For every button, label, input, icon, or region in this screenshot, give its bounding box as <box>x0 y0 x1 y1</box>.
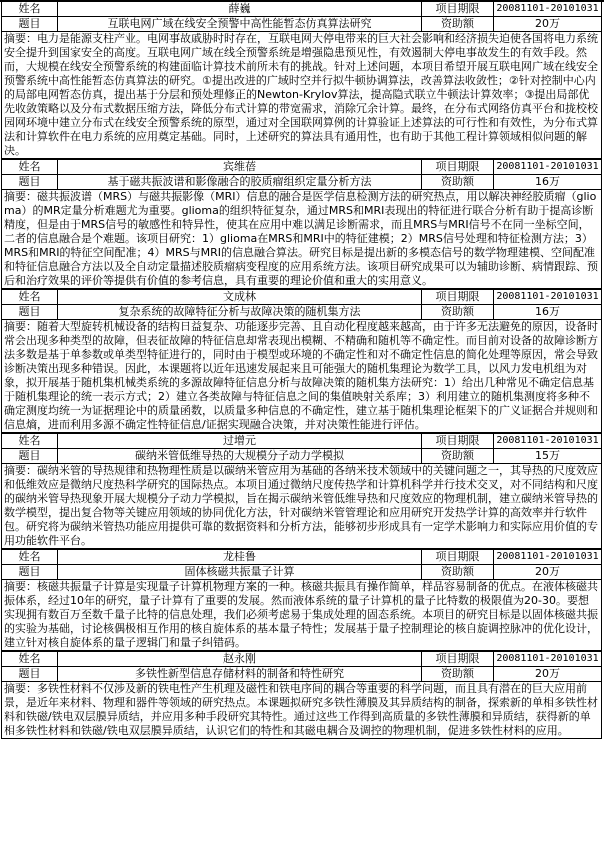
topic-row <box>2 565 602 580</box>
topic-row <box>2 667 602 682</box>
period-label: 项目期限 <box>422 160 494 175</box>
abstract-text: 磁共振波谱（MRS）与磁共振影像（MRI）信息的融合是医学信息检测方法的研究热点，用以解决神经胶质瘤（glioma）的MR定量分析难题尤为重要。glioma的组织特征复杂，通过MRS和MRI表现出的特征进行联合分析有助于提高诊断精度，但是由于MRS信号的敏感性和特异性，使其在应用中难以满足诊断需求，而且MRS与MRI信号不在同一坐标空间，二者的信息融合是个难题。该项目研究：1）glioma在MRS和MRI中的特征建模；2）MRS信号处理和特征检测方法；3）MRS和MRI的特征空间配准；4）MRS与MRI的信息融合算法。研究目标是提出新的多模态信号的数学物理建模、空间配准和特征信息融合方法以及全自动定量描述胶质瘤病变程度的应用系统方法。该项目研究成果可以为辅助诊断、病情跟踪、预后和治疗效果的评价等提供有价值的参考信息，具有重要的理论价值和重大的实用意义。 <box>4 190 598 287</box>
abstract-cell <box>2 682 602 739</box>
funding-label: 资助额 <box>422 449 494 464</box>
researcher-name: 宾维蓓 <box>58 160 422 175</box>
project-title: 固体核磁共振量子计算 <box>58 565 422 580</box>
researcher-name: 赵永刚 <box>58 652 422 667</box>
abstract-label: 摘要： <box>4 580 37 593</box>
name-label: 姓名 <box>2 550 58 565</box>
abstract-label: 摘要： <box>4 682 37 695</box>
researcher-name: 文成林 <box>58 290 422 305</box>
abstract-label: 摘要： <box>4 32 37 45</box>
topic-label: 题目 <box>2 449 58 464</box>
abstract-text: 多铁性材料不仅涉及新的铁电性产生机理及磁性和铁电序间的耦合等重要的科学问题，而且具有潜在的巨大应用前景，是近年来材料、物理和器件等领域的研究热点。本课题拟研究多铁性薄膜及其异质结构的制备，探索新的单相多铁性材料和铁磁/铁电双层膜异质结，并应用多种手段研究其特性。通过这些工作得到高质量的多铁性薄膜和异质结，获得新的单相多铁性材料和铁磁/铁电双层膜异质结，认识它们的特性和其磁电耦合及调控的物理机制，促进多铁性材料的应用。 <box>4 682 598 737</box>
researcher-name: 过增元 <box>58 434 422 449</box>
period-label: 项目期限 <box>422 652 494 667</box>
project-title: 基于磁共振波谱和影像融合的胶质瘤组织定量分析方法 <box>58 175 422 190</box>
project-funding: 20万 <box>494 667 602 682</box>
project-funding: 15万 <box>494 449 602 464</box>
abstract-cell <box>2 580 602 651</box>
abstract-row <box>2 320 602 433</box>
abstract-cell <box>2 464 602 549</box>
name-row <box>2 2 602 17</box>
name-row <box>2 550 602 565</box>
name-label: 姓名 <box>2 160 58 175</box>
project-funding: 16万 <box>494 175 602 190</box>
name-row <box>2 290 602 305</box>
period-label: 项目期限 <box>422 290 494 305</box>
topic-label: 题目 <box>2 667 58 682</box>
funding-label: 资助额 <box>422 305 494 320</box>
abstract-text: 核磁共振量子计算是实现量子计算机物理方案的一种。核磁共振具有操作简单，样品容易制备的优点。在液体核磁共振体系，经过10年的研究，量子计算有了重要的发展。然而液体系统的量子计算机的量子比特数的极限值为20-30。要想实现拥有数百万至数千量子比特的信息处理，我们必须考虑易于集成处理的固态系统。本项目的研究目标是以固体核磁共振的实验为基础，讨论核偶极相互作用的核自旋体系的基本量子特性；发展基于量子控制理论的核自旋调控脉冲的优化设计，建立针对核自旋体系的量子逻辑门和量子纠错码。 <box>4 580 598 649</box>
project-table <box>1 289 602 433</box>
topic-label: 题目 <box>2 305 58 320</box>
funding-label: 资助额 <box>422 17 494 32</box>
topic-row <box>2 175 602 190</box>
name-row <box>2 652 602 667</box>
name-row <box>2 434 602 449</box>
project-sheet <box>1 1 602 739</box>
topic-row <box>2 17 602 32</box>
project-table <box>1 159 602 289</box>
name-row <box>2 160 602 175</box>
abstract-label: 摘要： <box>4 190 37 203</box>
abstract-text: 随着大型旋转机械设备的结构日益复杂、功能逐步完善、且自动化程度越来越高，由于许多无法避免的原因，设备时常会出现多种类型的故障，但表征故障的特征信息却常表现出模糊、不精确和随机等不确定性。而目前对设备的故障诊断方法多数是基于单参数或单类型特征进行的，同时由于模型或环境的不确定性和对不确定性信息的简化处理等原因，常会导致诊断决策出现多种错误。因此，本课题将以近年迅速发展起来且可能强大的随机集理论为数学工具，以风力发电机组为对象，拟开展基于随机集机械类系统的多源故障特征信息分析与故障决策的随机集方法研究：1）给出几种常见不确定信息基于随机集理论的统一表示方式；2）建立各类故障与特征信息之间的集值映射关系库；3）利用建立的随机集测度将多种不确定测度均统一为证据理论中的质量函数，以质量多种信息的不确定性，建立基于随机集理论框架下的广义证据合并规则和信息熵，进而利用多源不确定性特征信息/证据实现融合决策，并对决策性能进行评估。 <box>4 320 598 431</box>
project-funding: 20万 <box>494 17 602 32</box>
funding-label: 资助额 <box>422 175 494 190</box>
project-period: 20081101-20101031 <box>494 2 602 17</box>
project-period: 20081101-20101031 <box>494 434 602 449</box>
project-period: 20081101-20101031 <box>494 290 602 305</box>
project-title: 碳纳米管低维导热的大规模分子动力学模拟 <box>58 449 422 464</box>
researcher-name: 龙桂鲁 <box>58 550 422 565</box>
project-table <box>1 651 602 739</box>
abstract-cell <box>2 190 602 289</box>
period-label: 项目期限 <box>422 434 494 449</box>
topic-row <box>2 305 602 320</box>
project-title: 多铁性新型信息存储材料的制备和特性研究 <box>58 667 422 682</box>
abstract-row <box>2 32 602 159</box>
topic-row <box>2 449 602 464</box>
project-period: 20081101-20101031 <box>494 550 602 565</box>
name-label: 姓名 <box>2 290 58 305</box>
abstract-text: 电力是能源支柱产业。电网事故戚胁时时存在，互联电网大停电带来的巨大社会影响和经济损失迫使各国将电力系统安全提升到国家安全的高度。互联电网广域在线全预警系统是增强隐患预见性，有效遏制大停电事故发生的有效手段。然而，大规模在线安全预警系统的构建面临计算技术前所未有的挑战。针对上述问题，本项目希望开展互联电网广域在线安全预警系统中高性能暂态仿真算法的研究。①提出改进的广域时空并行拟牛顿协调算法，改善算法收敛性；②针对控制中心内的局部电网暂态仿真，提出基于分层和预处理修正的Newton-Krylov算法，提高隐式联立牛顿法计算效率；③提出局部优先收敛策略以及分布式数据压缩方法，降低分布式计算的带宽需求，消除冗余计算。最终，在分布式网络仿真平台和拢校校园网环境中建立分布式在线安全预警系统的原型，通过对全国联网算例的计算验证上述算法的可行性和有效性，为分布式算法和计算软件在电力系统的应用奠定基础。同时，上述研究的算法具有通用性，也有助于其他工程计算领域相似问题的解决。 <box>4 32 598 157</box>
name-label: 姓名 <box>2 434 58 449</box>
funding-label: 资助额 <box>422 667 494 682</box>
project-table <box>1 549 602 651</box>
researcher-name: 薛巍 <box>58 2 422 17</box>
project-period: 20081101-20101031 <box>494 160 602 175</box>
funding-label: 资助额 <box>422 565 494 580</box>
project-title: 复杂系统的故障特征分析与故障决策的随机集方法 <box>58 305 422 320</box>
name-label: 姓名 <box>2 2 58 17</box>
project-funding: 20万 <box>494 565 602 580</box>
topic-label: 题目 <box>2 17 58 32</box>
abstract-cell <box>2 320 602 433</box>
name-label: 姓名 <box>2 652 58 667</box>
project-table <box>1 433 602 549</box>
period-label: 项目期限 <box>422 2 494 17</box>
project-funding: 16万 <box>494 305 602 320</box>
abstract-row <box>2 464 602 549</box>
project-title: 互联电网广域在线安全预警中高性能暂态仿真算法研究 <box>58 17 422 32</box>
topic-label: 题目 <box>2 565 58 580</box>
abstract-label: 摘要： <box>4 320 37 333</box>
abstract-row <box>2 682 602 739</box>
project-table <box>1 1 602 159</box>
abstract-row <box>2 190 602 289</box>
abstract-cell <box>2 32 602 159</box>
abstract-label: 摘要： <box>4 464 37 477</box>
topic-label: 题目 <box>2 175 58 190</box>
abstract-text: 碳纳米管的导热规律和热物理性质是以碳纳米管应用为基础的各纳米技术领域中的关键问题之一，其导热的尺度效应和低维效应是微纳尺度热科学研究的国际热点。本项目通过微纳尺度传热学和计算机科学并行技术交叉，对不同结构和尺度的碳纳米管导热现象开展大规模分子动力学模拟，旨在揭示碳纳米管低维导热和尺度效应的物理机制，建立碳纳米管导热的数学模型，提出复合物等关键应用领域的协同优化方法，针对碳纳米管管理论和应用研究开发热学计算的高效率并行软件包。研究将为碳纳米管热功能应用提供可靠的数据资料和分析方法，能够初步形成具有一定学术影响力和实际应用价值的专用功能软件平台。 <box>4 464 598 547</box>
project-period: 20081101-20101031 <box>494 652 602 667</box>
period-label: 项目期限 <box>422 550 494 565</box>
abstract-row <box>2 580 602 651</box>
